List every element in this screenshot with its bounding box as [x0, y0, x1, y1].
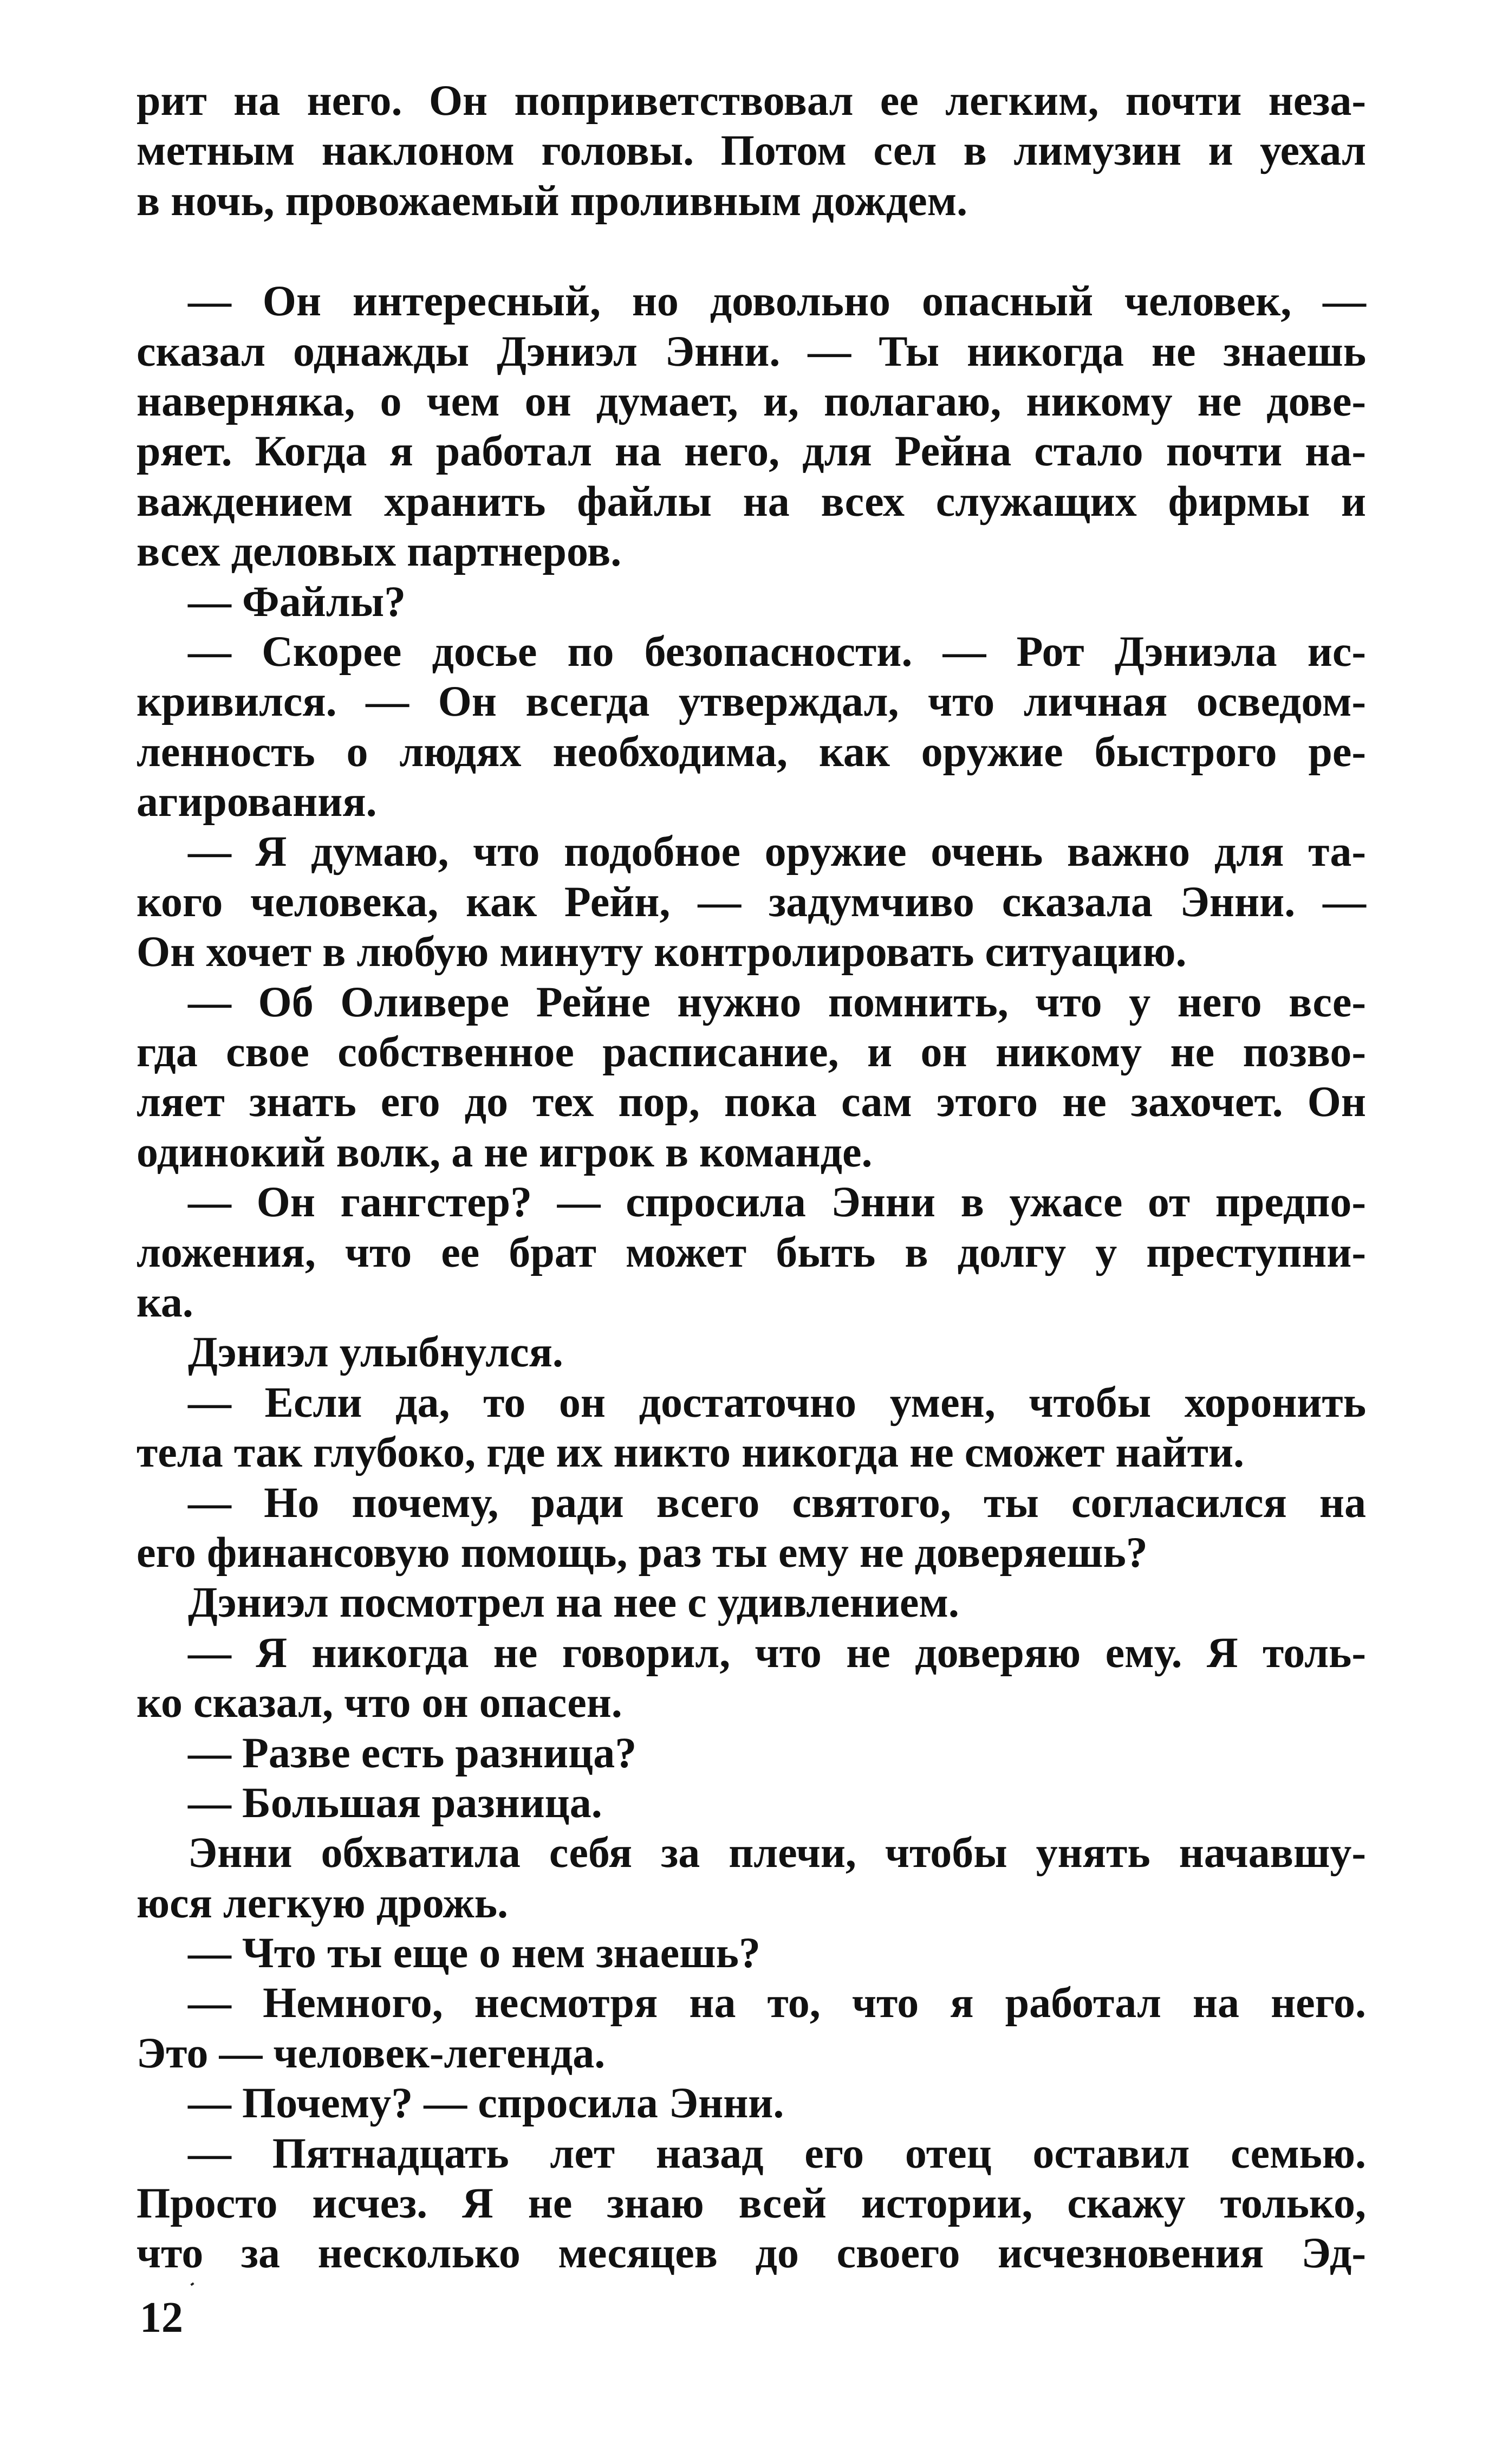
text-line: Это — человек-легенда.: [136, 2029, 606, 2077]
paragraph-gap: [136, 226, 1366, 276]
text-line: наверняка, о чем он думает, и, полагаю, никому не дове-: [136, 377, 1366, 425]
text-line: ложения, что ее брат может быть в долгу у преступни-: [136, 1228, 1366, 1276]
text-line: кривился. — Он всегда утверждал, что личная осведом-: [136, 678, 1366, 726]
text-line: — Пятнадцать лет назад его отец оставил семью.: [188, 2129, 1366, 2177]
text-line: Дэниэл посмотрел на нее с удивлением.: [188, 1579, 959, 1627]
text-line: — Об Оливере Рейне нужно помнить, что у него все-: [188, 978, 1366, 1026]
text-line: агирования.: [136, 778, 377, 826]
text-line: — Он гангстер? — спросила Энни в ужасе от предпо-: [188, 1178, 1366, 1227]
text-line: тела так глубоко, где их никто никогда не сможет найти.: [136, 1429, 1244, 1477]
text-line: метным наклоном головы. Потом сел в лимузин и уехал: [136, 127, 1366, 175]
text-line: ряет. Когда я работал на него, для Рейна стало почти на-: [136, 427, 1366, 476]
text-line: его финансовую помощь, раз ты ему не доверяешь?: [136, 1528, 1148, 1577]
text-line: сказал однажды Дэниэл Энни. — Ты никогда не знаешь: [136, 327, 1366, 375]
text-line: — Разве есть разница?: [188, 1729, 637, 1777]
text-line: — Почему? — спросила Энни.: [188, 2079, 784, 2128]
text-line: гда свое собственное расписание, и он никому не позво-: [136, 1028, 1366, 1077]
text-line: в ночь, провожаемый проливным дождем.: [136, 177, 968, 225]
text-line: что за несколько месяцев до своего исчезновения Эд-: [136, 2229, 1366, 2278]
text-line: важдением хранить файлы на всех служащих фирмы и: [136, 477, 1366, 526]
text-line: Он хочет в любую минуту контролировать ситуацию.: [136, 928, 1187, 976]
text-line: — Большая разница.: [188, 1779, 602, 1827]
text-line: — Немного, несмотря на то, что я работал на него.: [188, 1979, 1366, 2027]
text-line: Энни обхватила себя за плечи, чтобы унять начавшу-: [188, 1829, 1366, 1877]
text-line: — Если да, то он достаточно умен, чтобы хоронить: [188, 1378, 1366, 1426]
text-line: — Я думаю, что подобное оружие очень важно для та-: [188, 828, 1366, 876]
page-number: 12: [140, 2294, 183, 2342]
text-line: ляет знать его до тех пор, пока сам этого не захочет. Он: [136, 1078, 1366, 1126]
text-line: ко сказал, что он опасен.: [136, 1679, 622, 1727]
text-line: всех деловых партнеров.: [136, 528, 622, 576]
text-line: — Я никогда не говорил, что не доверяю ему. Я толь-: [188, 1629, 1366, 1677]
text-line: ка.: [136, 1278, 193, 1326]
text-line: — Но почему, ради всего святого, ты согласился на: [188, 1479, 1366, 1527]
text-line: одинокий волк, а не игрок в команде.: [136, 1128, 873, 1176]
text-line: Просто исчез. Я не знаю всей истории, скажу только,: [136, 2180, 1366, 2228]
text-line: — Что ты еще о нем знаешь?: [188, 1929, 760, 1977]
text-line: — Он интересный, но довольно опасный человек, —: [188, 277, 1366, 326]
text-line: — Скорее досье по безопасности. — Рот Дэниэла ис-: [188, 627, 1366, 676]
book-page-text: [136, 76, 1366, 2405]
text-line: — Файлы?: [188, 578, 406, 626]
text-line: ленность о людях необходима, как оружие быстрого ре-: [136, 728, 1366, 776]
text-line: рит на него. Он поприветствовал ее легким, почти неза-: [136, 77, 1366, 125]
text-line: юся легкую дрожь.: [136, 1879, 509, 1927]
text-line: Дэниэл улыбнулся.: [188, 1328, 563, 1377]
text-line: кого человека, как Рейн, — задумчиво сказала Энни. —: [136, 878, 1366, 926]
